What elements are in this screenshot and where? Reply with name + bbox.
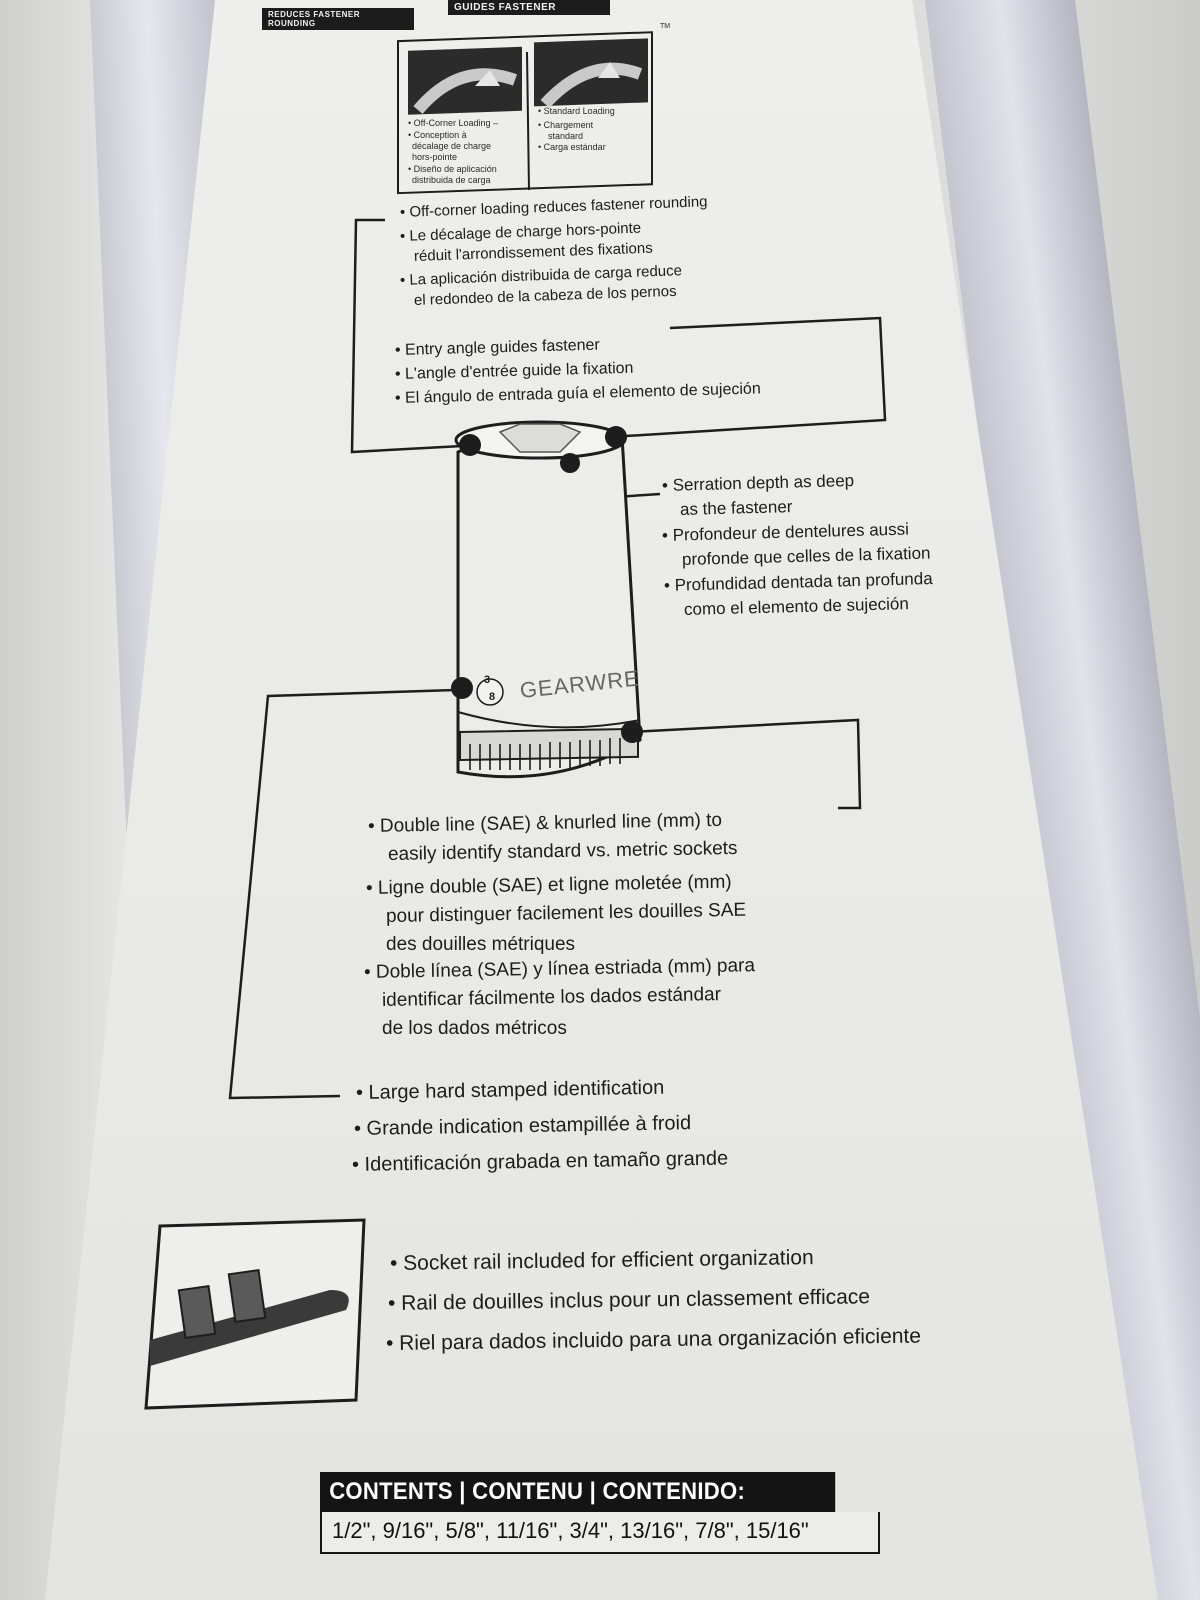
trademark-mark: TM [660, 23, 671, 30]
contents-box [320, 1472, 880, 1554]
badge-reduces-rounding: REDUCES FASTENER ROUNDING [262, 8, 414, 30]
socket-size-numerator: 3 [484, 674, 491, 686]
packaging-content: REDUCES FASTENER ROUNDING GUIDES FASTENER TM • Off-Corner Loading – • Conception à décalage de charge hors-pointe • Diseño de aplicación distribuida de carga • Standard Loading • Chargement standard • Carga estándar 3 8 GEARWRE • Off-corner loading reduces fastener rounding • Le décalage de charge hors-pointe réduit l'arrondissement des fixations • La aplicación distribuida de carga reduce el redondeo de la cabeza de los pernos • Entry angle guides fastener • L'angle d'entrée guide la fixation • El ángulo de entrada guía el elemento de sujeción • Serration depth as deep as the fastener • Profondeur de dentelures aussi profonde que celles de la fixation • Profundidad dentada tan profunda como el elemento de sujeción • Double line (SAE) & knurled line (mm) to easily identify standard vs. metric sockets • Ligne double (SAE) et ligne moletée (mm) pour distinguer facilement les douilles SAE des douilles métriques • Doble línea (SAE) y línea estriada (mm) para identificar fácilmente los dados estándar de los dados métricos • Large hard stamped identification • Grande indication estampillée à froid • Identificación grabada en tamaño grande • Socket rail included for efficient organization • Rail de douilles inclus pour un classement efficace • Riel para dados incluido para una organización eficiente CONTENTS | CONTENU | CONTENIDO: 1/2", 9/16", 5/8", 11/16", 3/4", 13/16", 7/8", 15/16" [0, 0, 1200, 1600]
contents-sizes: 1/2", 9/16", 5/8", 11/16", 3/4", 13/16", 7/8", 15/16" [320, 1512, 880, 1554]
socket-brand-marking: GEARWRE [518, 665, 641, 703]
socket-illustration [456, 422, 640, 777]
socket-rail-illustration [146, 1220, 364, 1408]
contents-heading: CONTENTS | CONTENU | CONTENIDO: [320, 1472, 835, 1512]
badge-guides-fastener: GUIDES FASTENER [448, 0, 610, 15]
socket-size-denominator: 8 [489, 691, 496, 703]
